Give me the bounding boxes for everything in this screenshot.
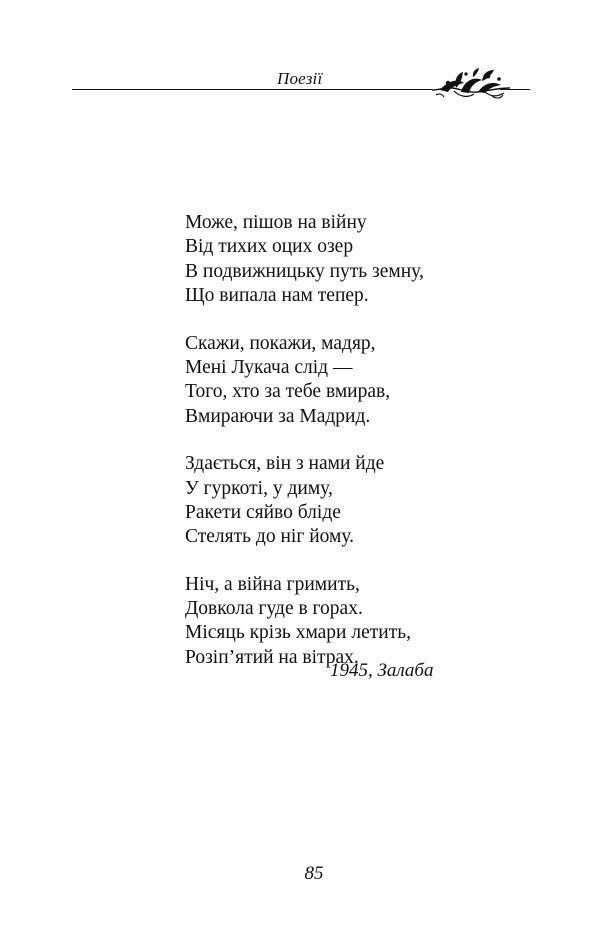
poem-line: Здається, він з нами йде xyxy=(185,453,385,475)
floral-vignette-icon xyxy=(430,66,512,100)
header-rule-end xyxy=(500,89,530,90)
poem-line: Скажи, покажи, мадяр, xyxy=(185,332,376,354)
poem-line: Ніч, а війна гримить, xyxy=(185,573,360,595)
stanza-1 xyxy=(185,211,485,309)
header-title: Поезії xyxy=(277,69,323,88)
poem-signature: 1945, Залаба xyxy=(330,660,434,681)
stanza-2 xyxy=(185,332,485,430)
stanza-4 xyxy=(185,573,485,671)
poem-line: В подвижницьку путь земну, xyxy=(185,260,424,282)
poem-line: Від тихих оцих озер xyxy=(185,236,354,258)
poem-line: У гуркоті, у диму, xyxy=(185,477,333,499)
poem-line: Довкола гуде в горах. xyxy=(185,598,363,620)
poem-line: Того, хто за тебе вмирав, xyxy=(185,381,391,403)
poem-line: Розіп’ятий на вітрах. xyxy=(185,646,359,668)
stanza-3 xyxy=(185,452,485,550)
poem-line: Ракети сяйво бліде xyxy=(185,501,341,523)
poem-line: Що випала нам тепер. xyxy=(185,285,369,307)
running-header xyxy=(72,62,530,102)
poem-line: Вмираючи за Мадрид. xyxy=(185,405,371,427)
poem-line: Може, пішов на війну xyxy=(185,212,367,233)
poem-line: Стелять до ніг йому. xyxy=(185,526,355,548)
page-number: 85 xyxy=(304,863,324,884)
poem-line: Місяць крізь хмари летить, xyxy=(185,622,412,644)
header-rule xyxy=(72,89,432,90)
poem xyxy=(185,211,485,693)
poem-line: Мені Лукача слід — xyxy=(185,356,353,378)
